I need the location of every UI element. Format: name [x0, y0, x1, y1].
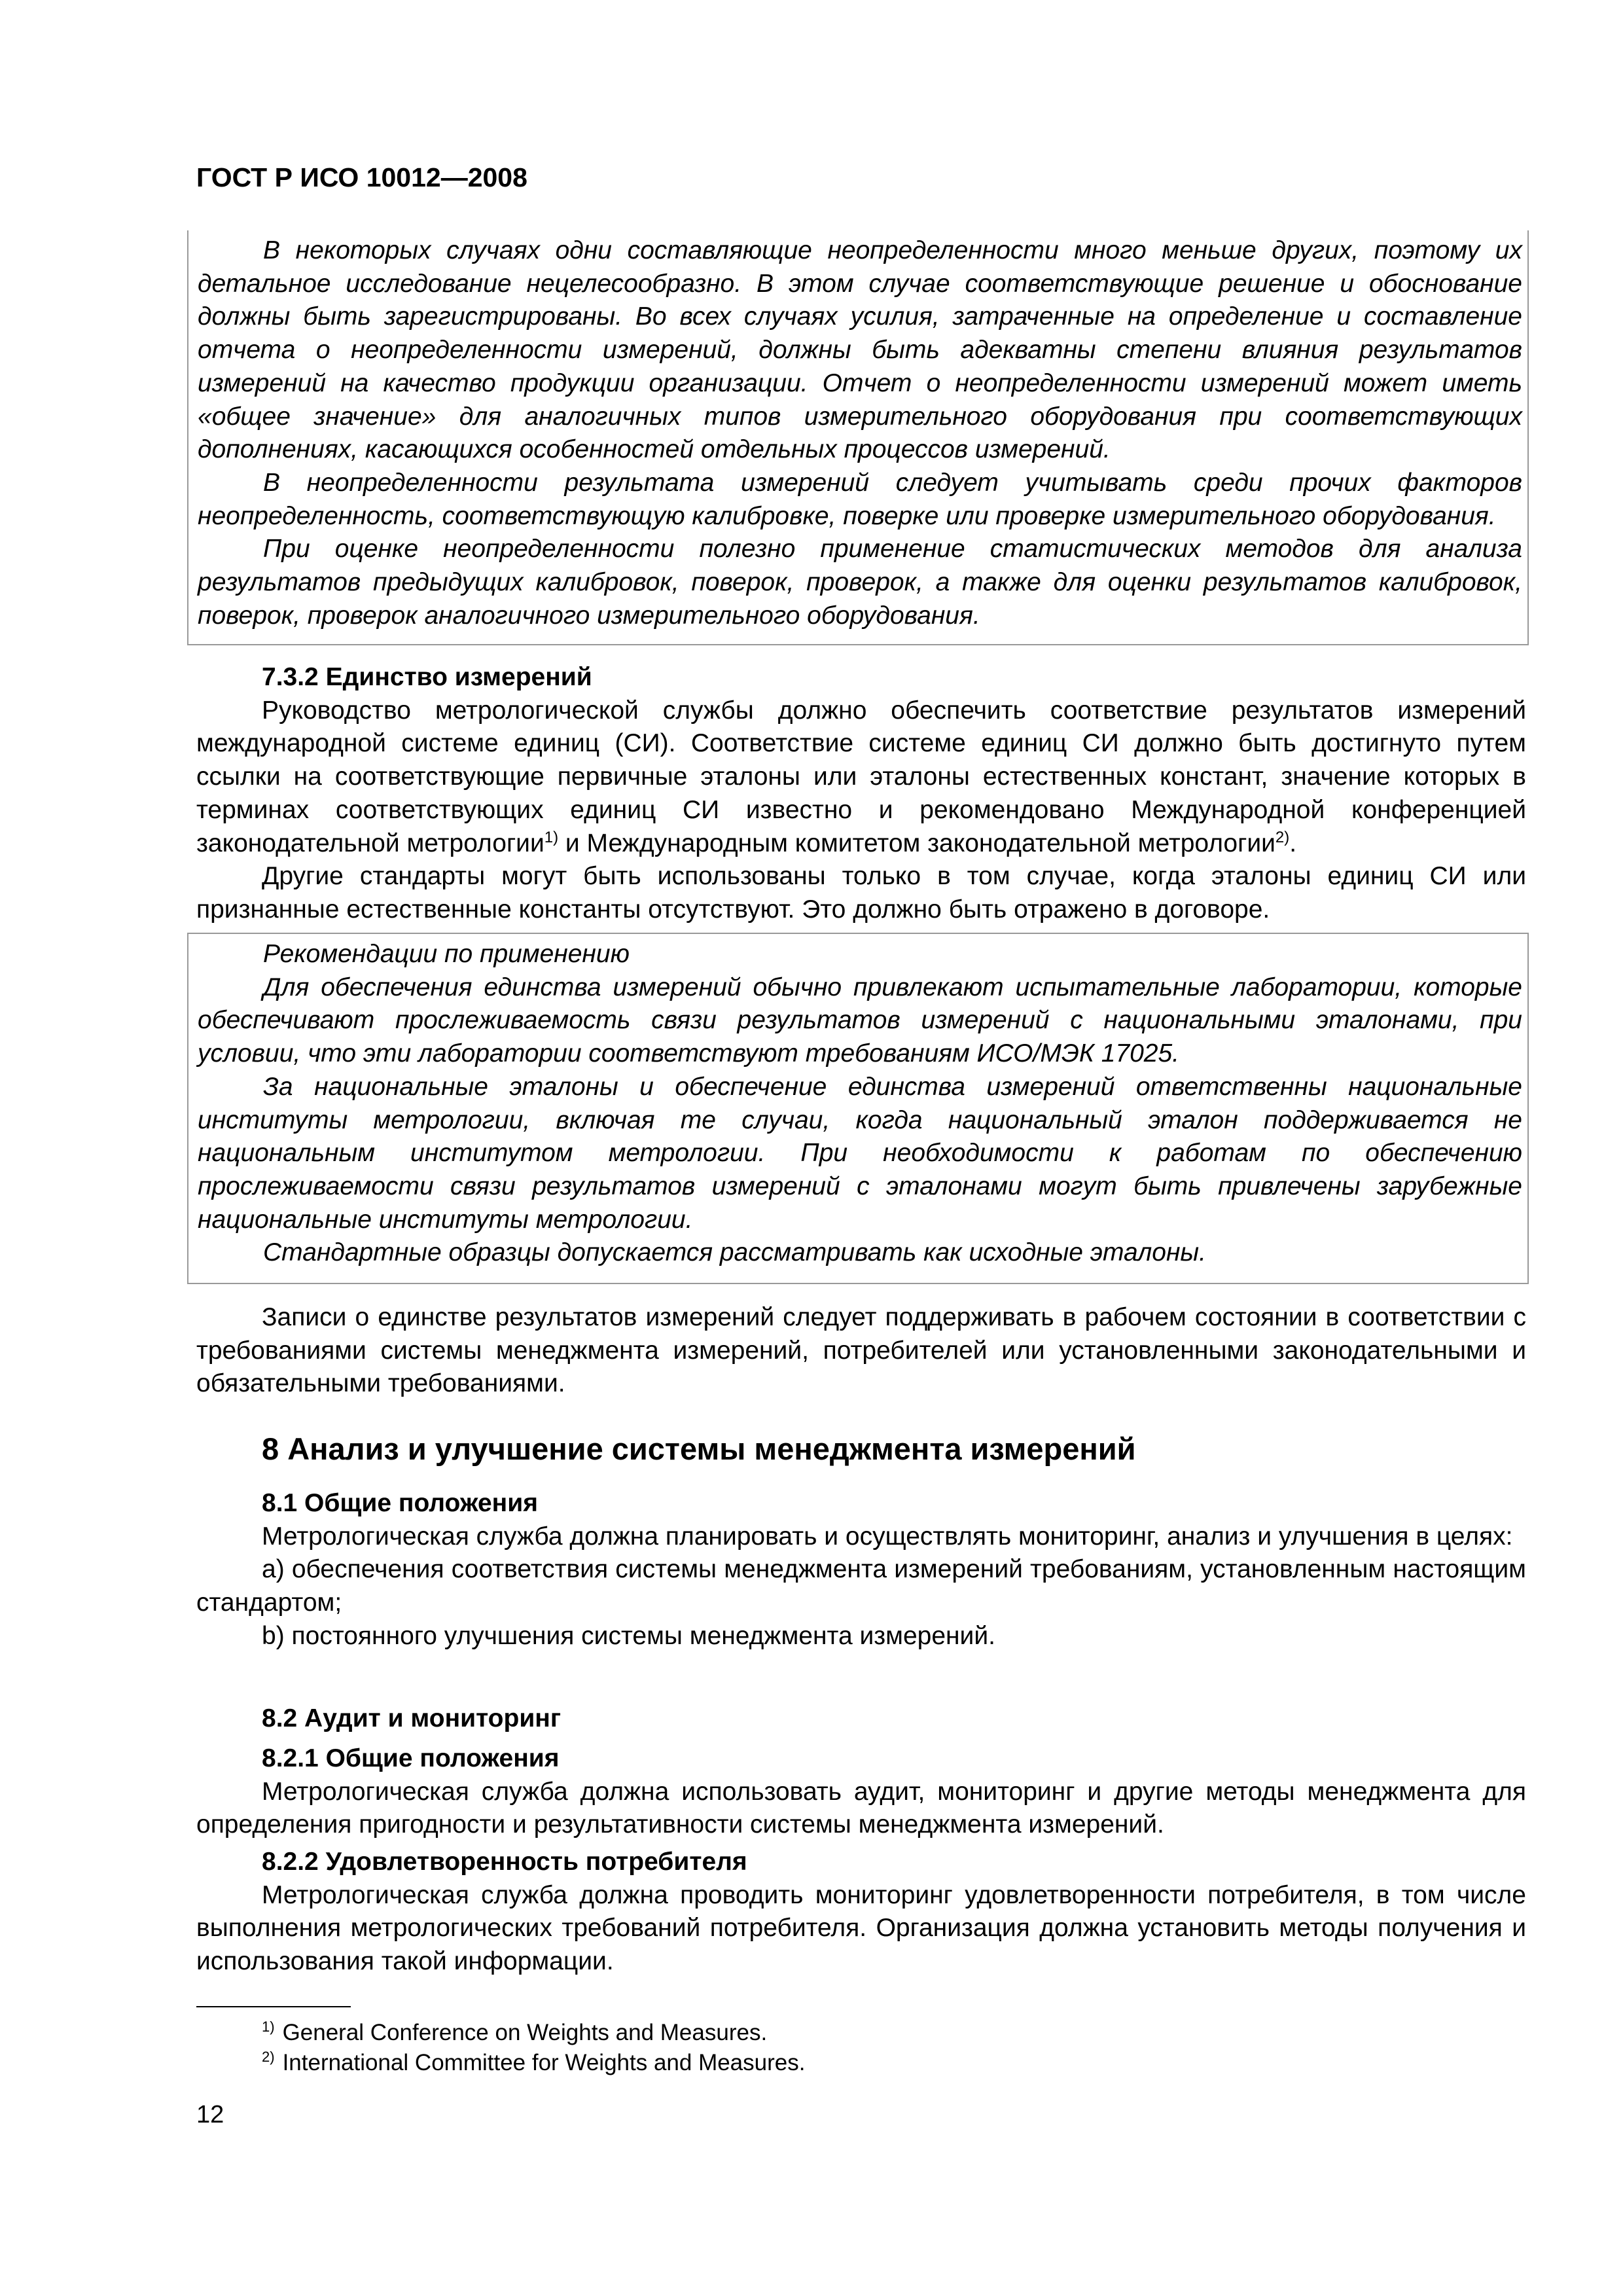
section-8-1	[196, 1487, 1526, 1653]
section-heading: 8 Анализ и улучшение системы менеджмента измерений	[262, 1431, 1136, 1466]
section-8-2-2	[196, 1846, 1526, 1979]
footnote-text: General Conference on Weights and Measures.	[282, 2020, 768, 2045]
section-heading: 8.2 Аудит и мониторинг	[262, 1704, 562, 1732]
body-paragraph: Другие стандарты могут быть использованы только в том случае, когда эталоны единиц СИ или признанные естественные константы отсутствуют. Это должно быть отражено в договоре.	[196, 862, 1526, 924]
section-7-3-2	[196, 661, 1526, 927]
paragraph-text: .	[1289, 829, 1297, 857]
box-title: Рекомендации по применению	[263, 940, 630, 968]
list-item: b) постоянного улучшения системы менеджмента измерений.	[262, 1621, 995, 1650]
list-item: a) обеспечения соответствия системы менеджмента измерений требованиям, установленным настоящим стандартом;	[196, 1555, 1526, 1617]
body-paragraph: Записи о единстве результатов измерений следует поддерживать в рабочем состоянии в соответствии с требованиями системы менеджмента измерений, потребителей или установленными законодательными и обязательными требованиями.	[196, 1303, 1526, 1398]
note-paragraph: В неопределенности результата измерений следует учитывать среди прочих факторов неопределенность, соответствующую калибровке, поверке или проверке измерительного оборудования.	[198, 468, 1522, 530]
recommendations-box	[187, 933, 1529, 1284]
footnote-separator	[196, 2006, 351, 2007]
footnote-ref[interactable]: 1)	[544, 828, 559, 846]
body-paragraph: Метрологическая служба должна проводить мониторинг удовлетворенности потребителя, в том числе выполнения метрологических требований потребителя. Организация должна установить методы получения и использования такой информации.	[196, 1880, 1526, 1976]
note-paragraph: Для обеспечения единства измерений обычно привлекают испытательные лаборатории, которые обеспечивают прослеживаемость связи результатов измерений с национальными эталонами, при условии, что эти лаборатории соответствуют требованиям ИСО/МЭК 17025.	[198, 973, 1522, 1068]
note-paragraph: При оценке неопределенности полезно применение статистических методов для анализа результатов предыдущих калибровок, поверок, проверок, а также для оценки результатов калибровок, поверок, проверок аналогичного измерительного оборудования.	[198, 535, 1522, 630]
note-paragraph: В некоторых случаях одни составляющие неопределенности много меньше других, поэтому их детальное исследование нецелесообразно. В этом случае соответствующие решение и обоснование должны быть зарегистрированы. Во всех случаях усилия, затраченные на определение и составление отчета о неопределенности измерений, должны быть адекватны степени влияния результатов измерений на качество продукции организации. Отчет о неопределенности измерений может иметь «общее значение» для аналогичных типов измерительного оборудования при соответствующих дополнениях, касающихся особенностей отдельных процессов измерений.	[198, 236, 1522, 464]
page-number: 12	[196, 2101, 224, 2128]
note-paragraph: За национальные эталоны и обеспечение единства измерений ответственны национальные институты метрологии, включая те случаи, когда национальный эталон поддерживается не национальным институтом метрологии. При необходимости к работам по обеспечению прослеживаемости связи результатов измерений с эталонами могут быть привлечены зарубежные национальные институты метрологии.	[198, 1072, 1522, 1234]
footnote	[262, 2050, 805, 2076]
footnote-ref[interactable]: 2)	[1275, 828, 1290, 846]
note-box-uncertainty	[187, 230, 1529, 645]
section-8-2-1	[196, 1742, 1526, 1842]
section-8-2	[196, 1702, 1526, 1736]
footnote-text: International Committee for Weights and Measures.	[282, 2050, 806, 2075]
section-heading: 7.3.2 Единство измерений	[262, 663, 592, 691]
footnote-mark: 1)	[262, 2018, 275, 2036]
records-paragraph-block	[196, 1301, 1526, 1401]
footnote	[262, 2020, 767, 2046]
section-heading: 8.2.2 Удовлетворенность потребителя	[262, 1848, 747, 1876]
body-paragraph: Метрологическая служба должна использовать аудит, мониторинг и другие методы менеджмента для определения пригодности и результативности системы менеджмента измерений.	[196, 1777, 1526, 1839]
body-paragraph	[196, 694, 1526, 861]
document-header: ГОСТ Р ИСО 10012—2008	[196, 162, 527, 192]
body-paragraph: Метрологическая служба должна планировать и осуществлять мониторинг, анализ и улучшения в целях:	[262, 1522, 1513, 1551]
paragraph-text: Руководство метрологической службы должно обеспечить соответствие результатов измерений международной системе единиц (СИ). Соответствие системе единиц СИ должно быть достигнуто путем ссылки на соответствующие первичные эталоны или эталоны естественных констант, значение которых в терминах соответствующих единиц СИ известно и рекомендовано Международной конференцией законодательной метрологии	[196, 696, 1526, 857]
section-heading: 8.2.1 Общие положения	[262, 1744, 560, 1772]
section-heading: 8.1 Общие положения	[262, 1489, 538, 1517]
footnote-mark: 2)	[262, 2049, 275, 2066]
section-8-heading-block	[196, 1431, 1526, 1467]
paragraph-text: и Международным комитетом законодательной метрологии	[558, 829, 1275, 857]
note-paragraph: Стандартные образцы допускается рассматривать как исходные эталоны.	[263, 1238, 1206, 1267]
